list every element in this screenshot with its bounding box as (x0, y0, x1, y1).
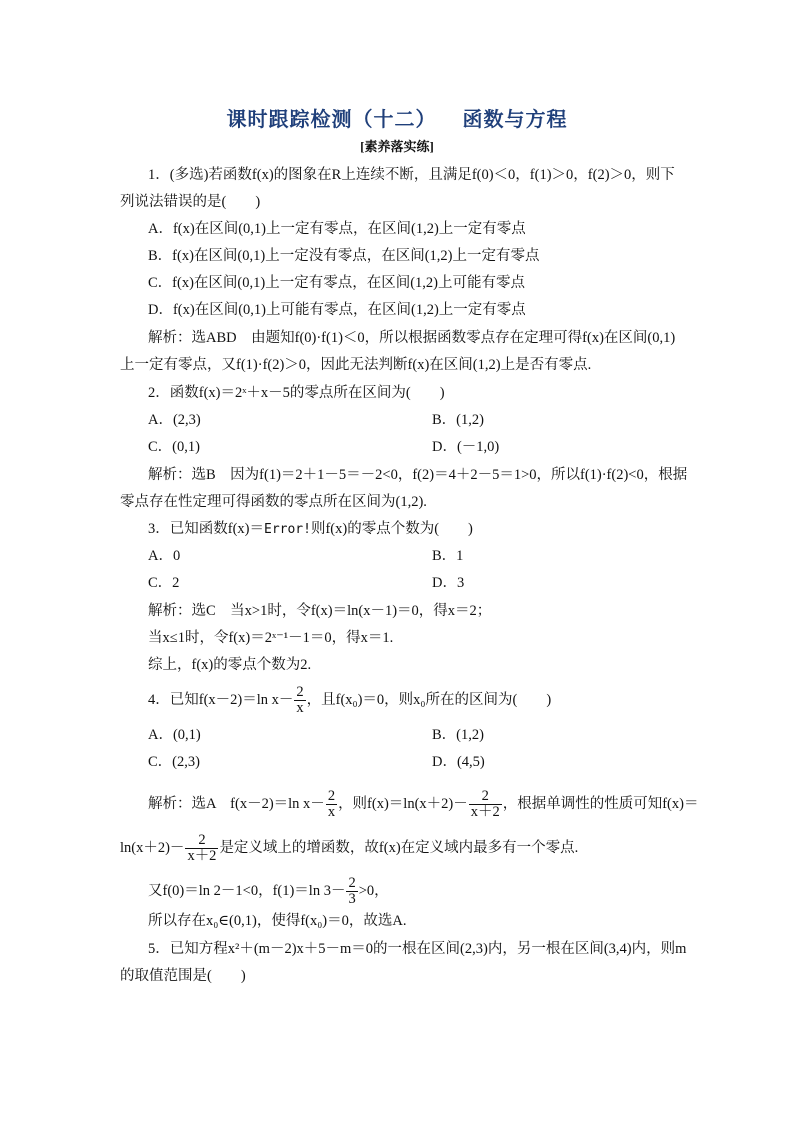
q4-sol1-fraction1-num: 2 (327, 788, 336, 804)
q3-solution-line3: 综上，f(x)的零点个数为2. (148, 657, 312, 673)
q4-option-a: A．(0,1) (148, 727, 201, 743)
q2-option-a: A．(2,3) (148, 412, 201, 428)
q4-sol2-fraction-den: x＋2 (187, 848, 217, 864)
q3-stem (148, 519, 473, 540)
q3-option-c: C．2 (148, 575, 180, 591)
q4-sol1-text-c: ，根据单调性的性质可知f(x)＝ (502, 795, 699, 812)
q4-solution-line2 (120, 833, 578, 864)
q4-sol2-text-a: ln(x＋2)－ (120, 839, 185, 856)
q1-option-c: C．f(x)在区间(0,1)上一定有零点，在区间(1,2)上可能有零点 (148, 275, 525, 291)
q2-stem: 2．函数f(x)＝2ˣ＋x－5的零点所在区间为( ) (148, 385, 445, 401)
q3-solution-line2: 当x≤1时，令f(x)＝2ˣ⁻¹－1＝0，得x＝1. (148, 630, 394, 646)
q2-solution-line2: 零点存在性定理可得函数的零点所在区间为(1,2). (120, 494, 427, 510)
q3-stem-text-a: 3．已知函数f(x)＝ (148, 521, 264, 537)
q4-solution-line3 (148, 876, 389, 907)
q4-sol3-fraction-num: 2 (348, 875, 356, 891)
q4-stem-fraction (294, 685, 305, 716)
q3-option-d: D．3 (432, 575, 465, 591)
q4-solution-line4: 所以存在x₀∈(0,1)，使得f(x₀)＝0，故选A. (148, 913, 407, 929)
q4-option-b: B．(1,2) (432, 727, 484, 743)
title-main: 课时跟踪检测（十二） (226, 109, 437, 131)
q4-sol3-fraction (346, 876, 357, 907)
q4-sol2-fraction-num: 2 (185, 833, 218, 849)
q4-stem-fraction-num: 2 (296, 684, 304, 700)
q4-option-c: C．(2,3) (148, 754, 200, 770)
q4-option-d: D．(4,5) (432, 754, 485, 770)
q4-sol1-fraction2 (469, 789, 502, 820)
title-topic: 函数与方程 (462, 109, 568, 131)
q4-sol3-text-b: >0， (358, 882, 389, 899)
q2-solution-line1: 解析：选B 因为f(1)＝2＋1－5＝－2<0，f(2)＝4＋2－5＝1>0，所以f(1)·f(2)<0，根据 (148, 467, 688, 483)
q1-solution-line2: 上一定有零点，又f(1)·f(2)＞0，因此无法判断f(x)在区间(1,2)上是否有零点. (120, 357, 592, 373)
page-title (0, 103, 794, 132)
q1-option-b: B．f(x)在区间(0,1)上一定没有零点，在区间(1,2)上一定有零点 (148, 248, 540, 264)
q2-option-b: B．(1,2) (432, 412, 484, 428)
q1-option-d: D．f(x)在区间(0,1)上可能有零点，在区间(1,2)上一定有零点 (148, 302, 526, 318)
q4-stem-fraction-den: x (296, 700, 304, 716)
q4-sol1-text-a: 解析：选A f(x－2)＝ln x－ (148, 795, 325, 812)
q1-option-a: A．f(x)在区间(0,1)上一定有零点，在区间(1,2)上一定有零点 (148, 221, 526, 237)
q4-solution-line1 (148, 789, 698, 820)
q2-option-c: C．(0,1) (148, 439, 200, 455)
q4-sol2-text-b: 是定义域上的增函数，故f(x)在定义域内最多有一个零点. (219, 839, 579, 856)
q2-option-d: D．(－1,0) (432, 439, 500, 455)
q4-sol1-fraction1 (326, 789, 337, 820)
q3-option-a: A．0 (148, 548, 181, 564)
section-subtitle: [素养落实练] (360, 139, 434, 154)
q3-solution-line1: 解析：选C 当x>1时，令f(x)＝ln(x－1)＝0，得x＝2； (148, 603, 492, 619)
q3-option-b: B．1 (432, 548, 464, 564)
q4-sol1-fraction2-num: 2 (469, 789, 502, 805)
q4-sol1-text-b: ，则f(x)＝ln(x＋2)－ (338, 795, 468, 812)
q4-sol1-fraction1-den: x (327, 804, 336, 820)
q1-stem-line1: 1．(多选)若函数f(x)的图象在R上连续不断，且满足f(0)＜0，f(1)＞0，f(2)＞0，则下 (148, 167, 675, 183)
q1-solution-line1: 解析：选ABD 由题知f(0)·f(1)＜0，所以根据函数零点存在定理可得f(x)在区间(0,1) (148, 330, 676, 346)
q3-stem-text-b: 则f(x)的零点个数为( ) (310, 521, 473, 537)
q4-stem (148, 685, 551, 716)
q4-sol3-fraction-den: 3 (348, 891, 356, 907)
q4-stem-text-a: 4．已知f(x－2)＝ln x－ (148, 691, 294, 708)
q1-stem-line2: 列说法错误的是( ) (120, 194, 261, 210)
q4-stem-text-b: ，且f(x₀)＝0，则x₀所在的区间为( ) (306, 691, 552, 708)
q5-stem-line2: 的取值范围是( ) (120, 968, 246, 984)
q4-sol3-text-a: 又f(0)＝ln 2－1<0，f(1)＝ln 3－ (148, 882, 346, 899)
q4-sol1-fraction2-den: x＋2 (470, 804, 500, 820)
q5-stem-line1: 5．已知方程x²＋(m－2)x＋5－m＝0的一根在区间(2,3)内，另一根在区间(3,4)内，则m (148, 941, 687, 957)
q3-error-placeholder: Error! (264, 522, 311, 537)
q4-sol2-fraction (185, 833, 218, 864)
